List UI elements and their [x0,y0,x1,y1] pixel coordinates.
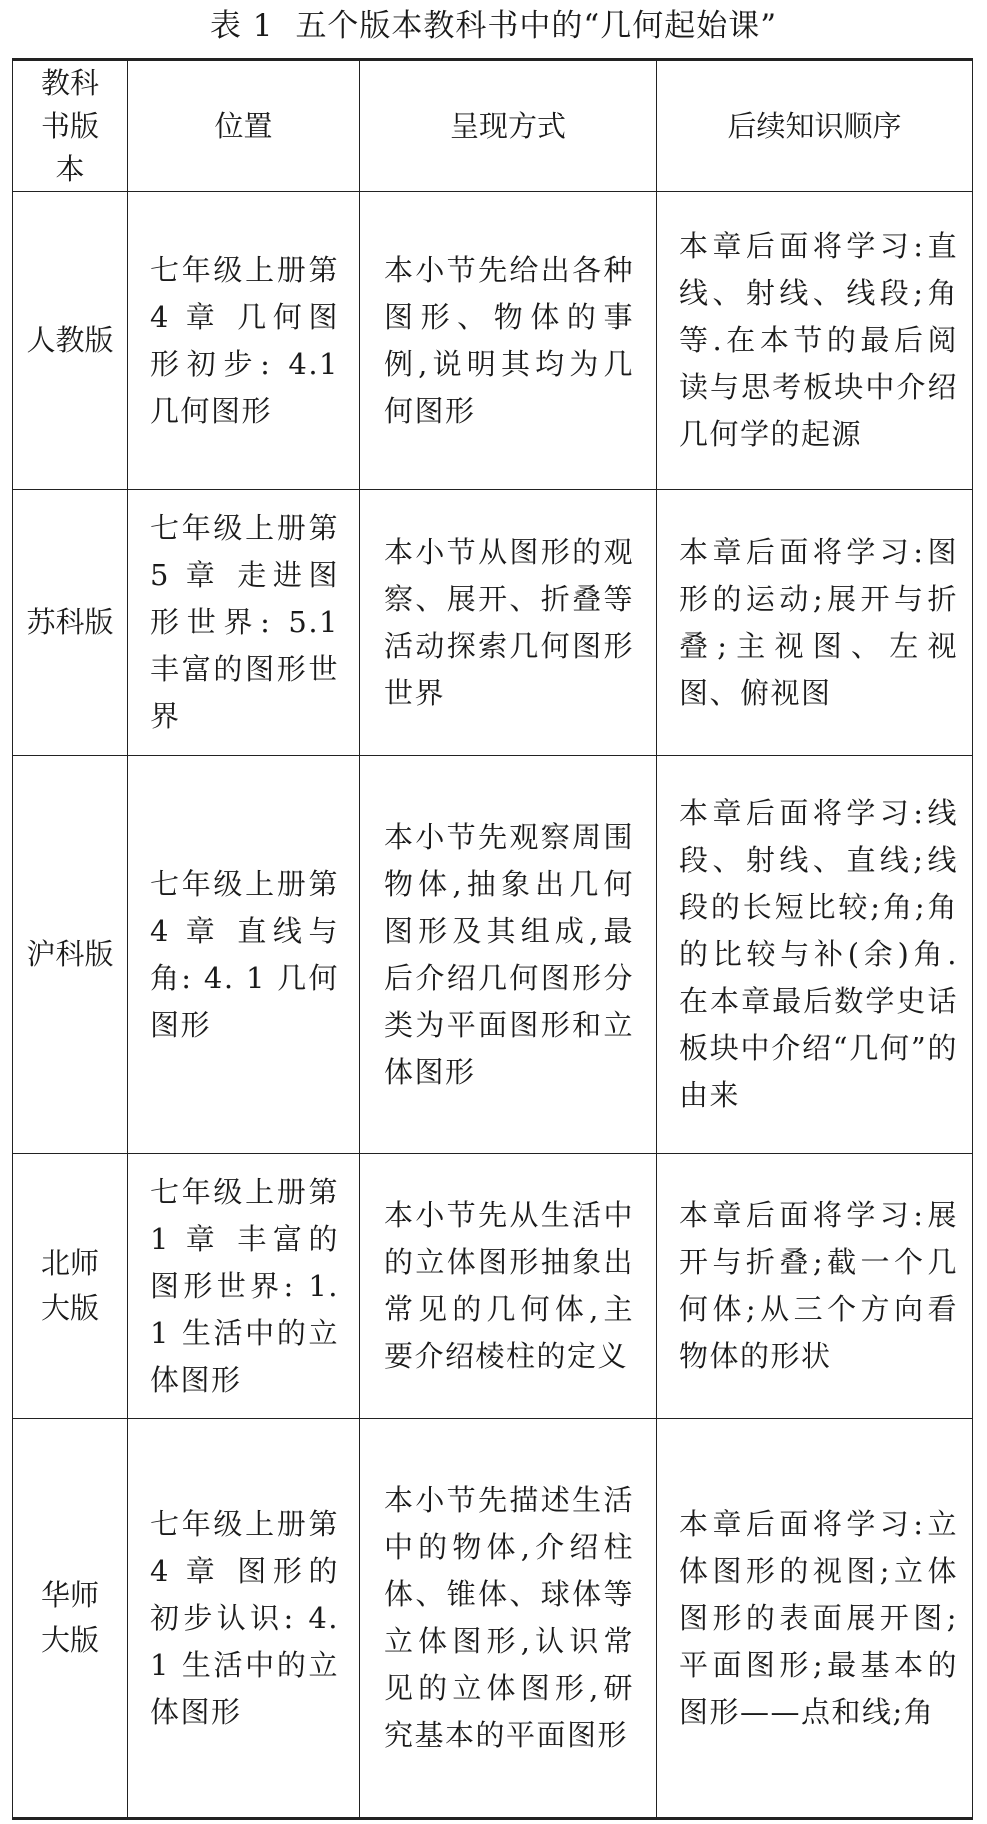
presentation-cell: 本小节先给出各种图形、物体的事例,说明其均为几何图形 [360,192,657,490]
header-edition [13,60,128,192]
header-sequence [657,60,973,192]
sequence-cell: 本章后面将学习:立体图形的视图;立体图形的表面展开图;平面图形;最基本的图形——点和线;角 [657,1419,973,1819]
header-position [128,60,360,192]
table-row [13,490,973,756]
presentation-cell: 本小节先描述生活中的物体,介绍柱体、锥体、球体等立体图形,认识常见的立体图形,研究基本的平面图形 [360,1419,657,1819]
table-row [13,192,973,490]
sequence-cell: 本章后面将学习:展开与折叠;截一个几何体;从三个方向看物体的形状 [657,1154,973,1419]
sequence-cell: 本章后面将学习:图形的运动;展开与折叠;主视图、左视图、俯视图 [657,490,973,756]
table-row [13,756,973,1154]
table-title: 五个版本教科书中的“几何起始课” [295,8,778,44]
header-row [13,60,973,192]
sequence-cell: 本章后面将学习:直线、射线、线段;角等.在本节的最后阅读与思考板块中介绍几何学的起源 [657,192,973,490]
position-cell: 七年级上册第 5 章 走进图形世界: 5.1 丰富的图形世界 [128,490,360,756]
edition-cell: 华师大版 [13,1419,128,1819]
position-cell: 七年级上册第 1 章 丰富的图形世界: 1.1 生活中的立体图形 [128,1154,360,1419]
presentation-cell: 本小节从图形的观察、展开、折叠等活动探索几何图形世界 [360,490,657,756]
edition-cell: 人教版 [13,192,128,490]
header-edition-label: 教科书版本 [40,65,99,186]
table-row [13,1419,973,1819]
header-sequence-label: 后续知识顺序 [727,108,902,143]
sequence-cell: 本章后面将学习:线段、射线、直线;线段的长短比较;角;角的比较与补(余)角.在本章最后数学史话板块中介绍“几何”的由来 [657,756,973,1154]
edition-cell: 沪科版 [13,756,128,1154]
position-cell: 七年级上册第 4 章 直线与角: 4. 1 几何图形 [128,756,360,1154]
table-number: 表 1 [209,8,274,44]
header-presentation [360,60,657,192]
position-cell: 七年级上册第 4 章 图形的初步认识: 4.1 生活中的立体图形 [128,1419,360,1819]
textbook-comparison-table [12,58,973,1820]
position-cell: 七年级上册第 4 章 几何图形初步: 4.1 几何图形 [128,192,360,490]
presentation-cell: 本小节先从生活中的立体图形抽象出常见的几何体,主要介绍棱柱的定义 [360,1154,657,1419]
presentation-cell: 本小节先观察周围物体,抽象出几何图形及其组成,最后介绍几何图形分类为平面图形和立体图形 [360,756,657,1154]
header-position-label: 位置 [214,108,273,143]
header-presentation-label: 呈现方式 [449,108,566,143]
edition-cell: 苏科版 [13,490,128,756]
edition-cell: 北师大版 [13,1154,128,1419]
table-caption [0,4,987,48]
table-row [13,1154,973,1419]
